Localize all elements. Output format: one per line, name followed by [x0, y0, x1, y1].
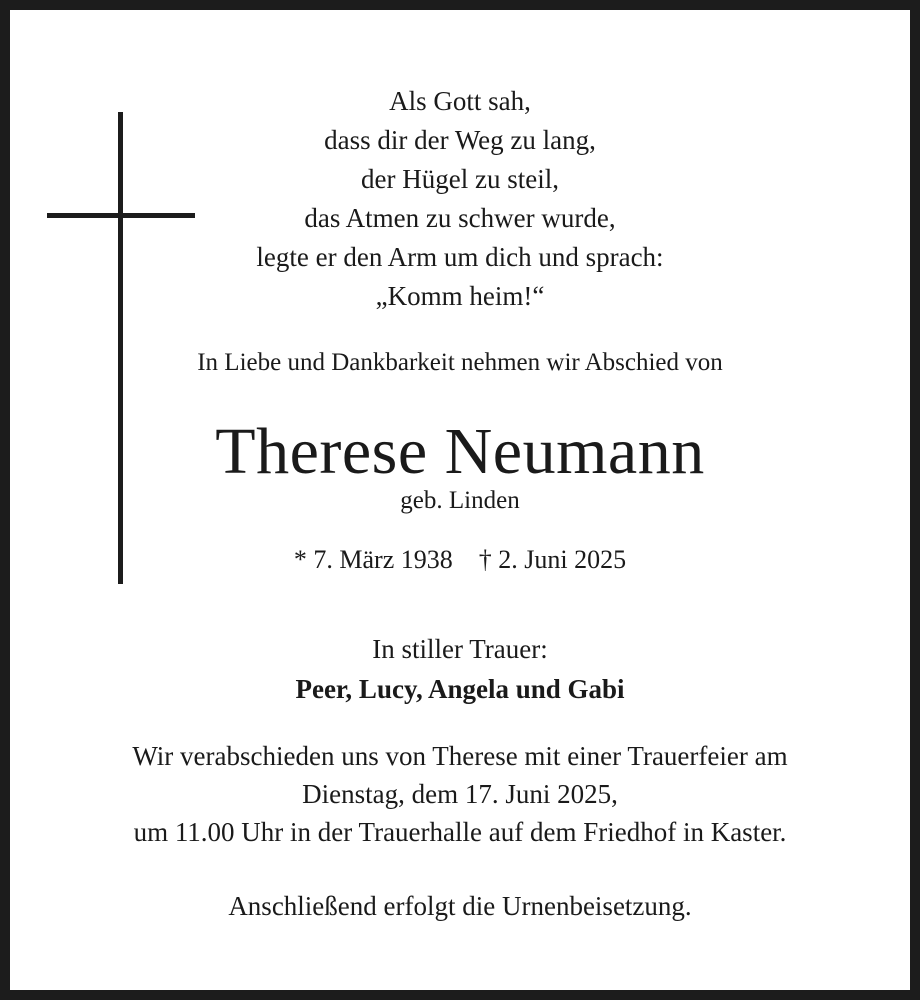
- mourning-label: In stiller Trauer:: [372, 634, 548, 664]
- poem-line: Als Gott sah,: [389, 86, 531, 116]
- poem: [0, 82, 920, 316]
- poem-line: das Atmen zu schwer wurde,: [304, 203, 616, 233]
- ceremony-details: [0, 737, 920, 851]
- ceremony-line: Dienstag, dem 17. Juni 2025,: [302, 779, 618, 809]
- deceased-name: Therese Neumann: [215, 415, 705, 488]
- ceremony-line: um 11.00 Uhr in der Trauerhalle auf dem Friedhof in Kaster.: [133, 817, 787, 847]
- farewell-intro: In Liebe und Dankbarkeit nehmen wir Abschied von: [197, 349, 723, 376]
- birth-date: * 7. März 1938: [293, 545, 453, 574]
- mourners-names: Peer, Lucy, Angela und Gabi: [295, 674, 625, 704]
- ceremony-line: Wir verabschieden uns von Therese mit einer Trauerfeier am: [132, 741, 788, 771]
- burial-note: Anschließend erfolgt die Urnenbeisetzung.: [228, 891, 692, 921]
- poem-line: dass dir der Weg zu lang,: [324, 125, 596, 155]
- life-dates: [0, 541, 920, 579]
- death-date: † 2. Juni 2025: [478, 545, 627, 574]
- maiden-name: geb. Linden: [400, 487, 520, 514]
- poem-line: der Hügel zu steil,: [361, 164, 559, 194]
- poem-line: „Komm heim!“: [375, 281, 545, 311]
- poem-line: legte er den Arm um dich und sprach:: [256, 242, 664, 272]
